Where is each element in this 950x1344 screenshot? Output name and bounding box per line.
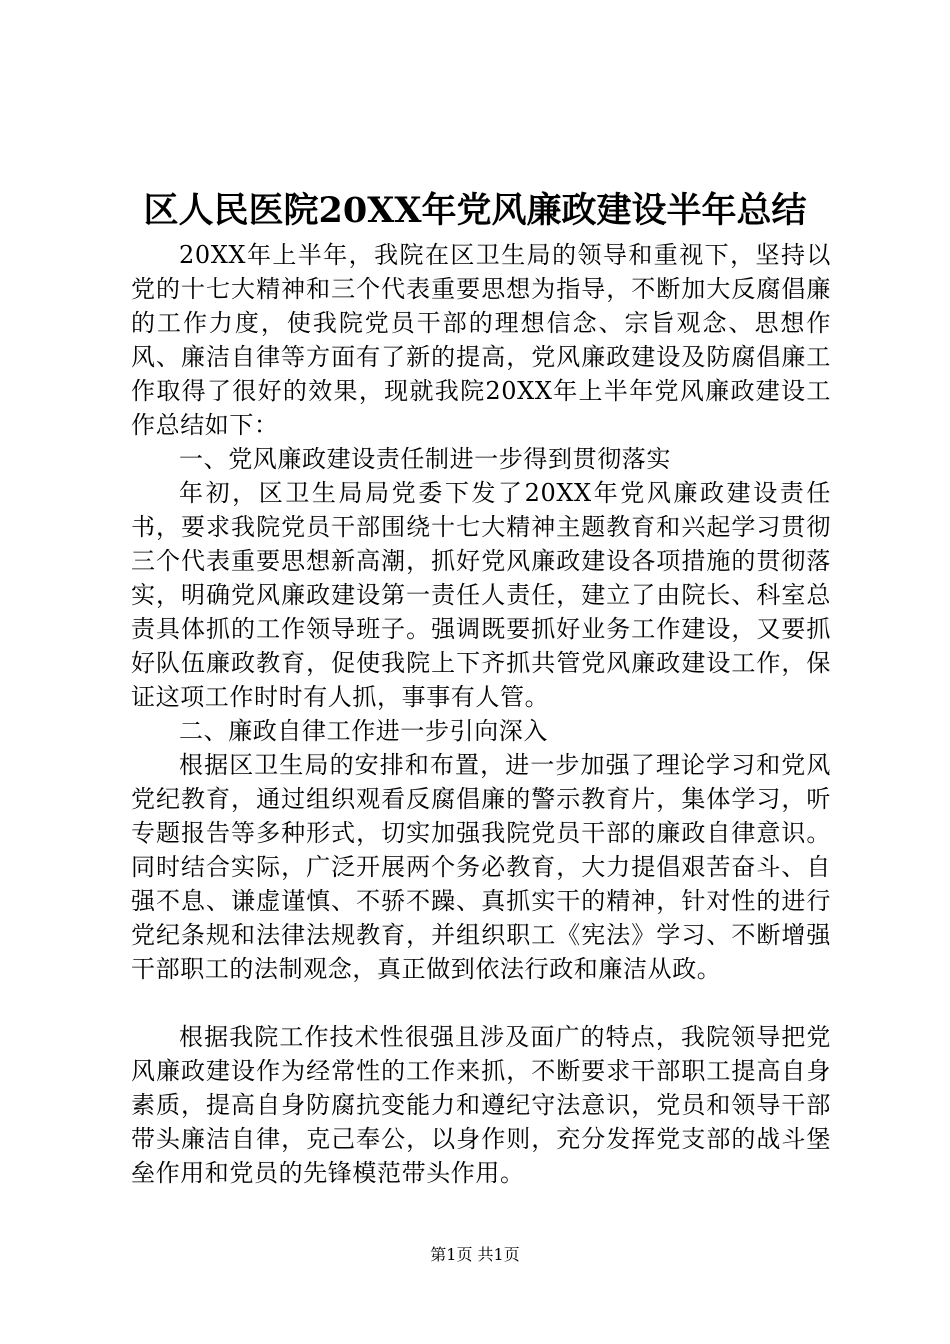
section-heading-2: 二、廉政自律工作进一步引向深入 [179,717,548,745]
document-body [131,238,831,1190]
page-number-footer: 第1页 共1页 [430,1245,520,1264]
section-paragraph-1: 年初，区卫生局局党委下发了20XX年党风廉政建设责任书，要求我院党员干部围绕十七大精神主题教育和兴起学习贯彻三个代表重要思想新高潮，抓好党风廉政建设各项措施的贯彻落实，明确党风廉政建设第一责任人责任，建立了由院长、科室总责具体抓的工作领导班子。强调既要抓好业务工作建设，又要抓好队伍廉政教育，促使我院上下齐抓共管党风廉政建设工作，保证这项工作时时有人抓，事事有人管。 [131,479,831,711]
intro-paragraph: 20XX年上半年，我院在区卫生局的领导和重视下，坚持以党的十七大精神和三个代表重要思想为指导，不断加大反腐倡廉的工作力度，使我院党员干部的理想信念、宗旨观念、思想作风、廉洁自律等方面有了新的提高，党风廉政建设及防腐倡廉工作取得了很好的效果，现就我院20XX年上半年党风廉政建设工作总结如下： [131,241,831,439]
section-paragraph-2: 根据区卫生局的安排和布置，进一步加强了理论学习和党风党纪教育，通过组织观看反腐倡廉的警示教育片，集体学习，听专题报告等多种形式，切实加强我院党员干部的廉政自律意识。同时结合实际，广泛开展两个务必教育，大力提倡艰苦奋斗、自强不息、谦虚谨慎、不骄不躁、真抓实干的精神，针对性的进行党纪条规和法律法规教育，并组织职工《宪法》学习、不断增强干部职工的法制观念，真正做到依法行政和廉洁从政。 [131,751,831,983]
closing-paragraph: 根据我院工作技术性很强且涉及面广的特点，我院领导把党风廉政建设作为经常性的工作来抓，不断要求干部职工提高自身素质，提高自身防腐抗变能力和遵纪守法意识，党员和领导干部带头廉洁自律，克己奉公，以身作则，充分发挥党支部的战斗堡垒作用和党员的先锋模范带头作用。 [131,1023,831,1187]
blank-line [131,986,831,1020]
section-heading-1: 一、党风廉政建设责任制进一步得到贯彻落实 [179,445,671,473]
document-title: 区人民医院20XX年党风廉政建设半年总结 [143,190,807,231]
